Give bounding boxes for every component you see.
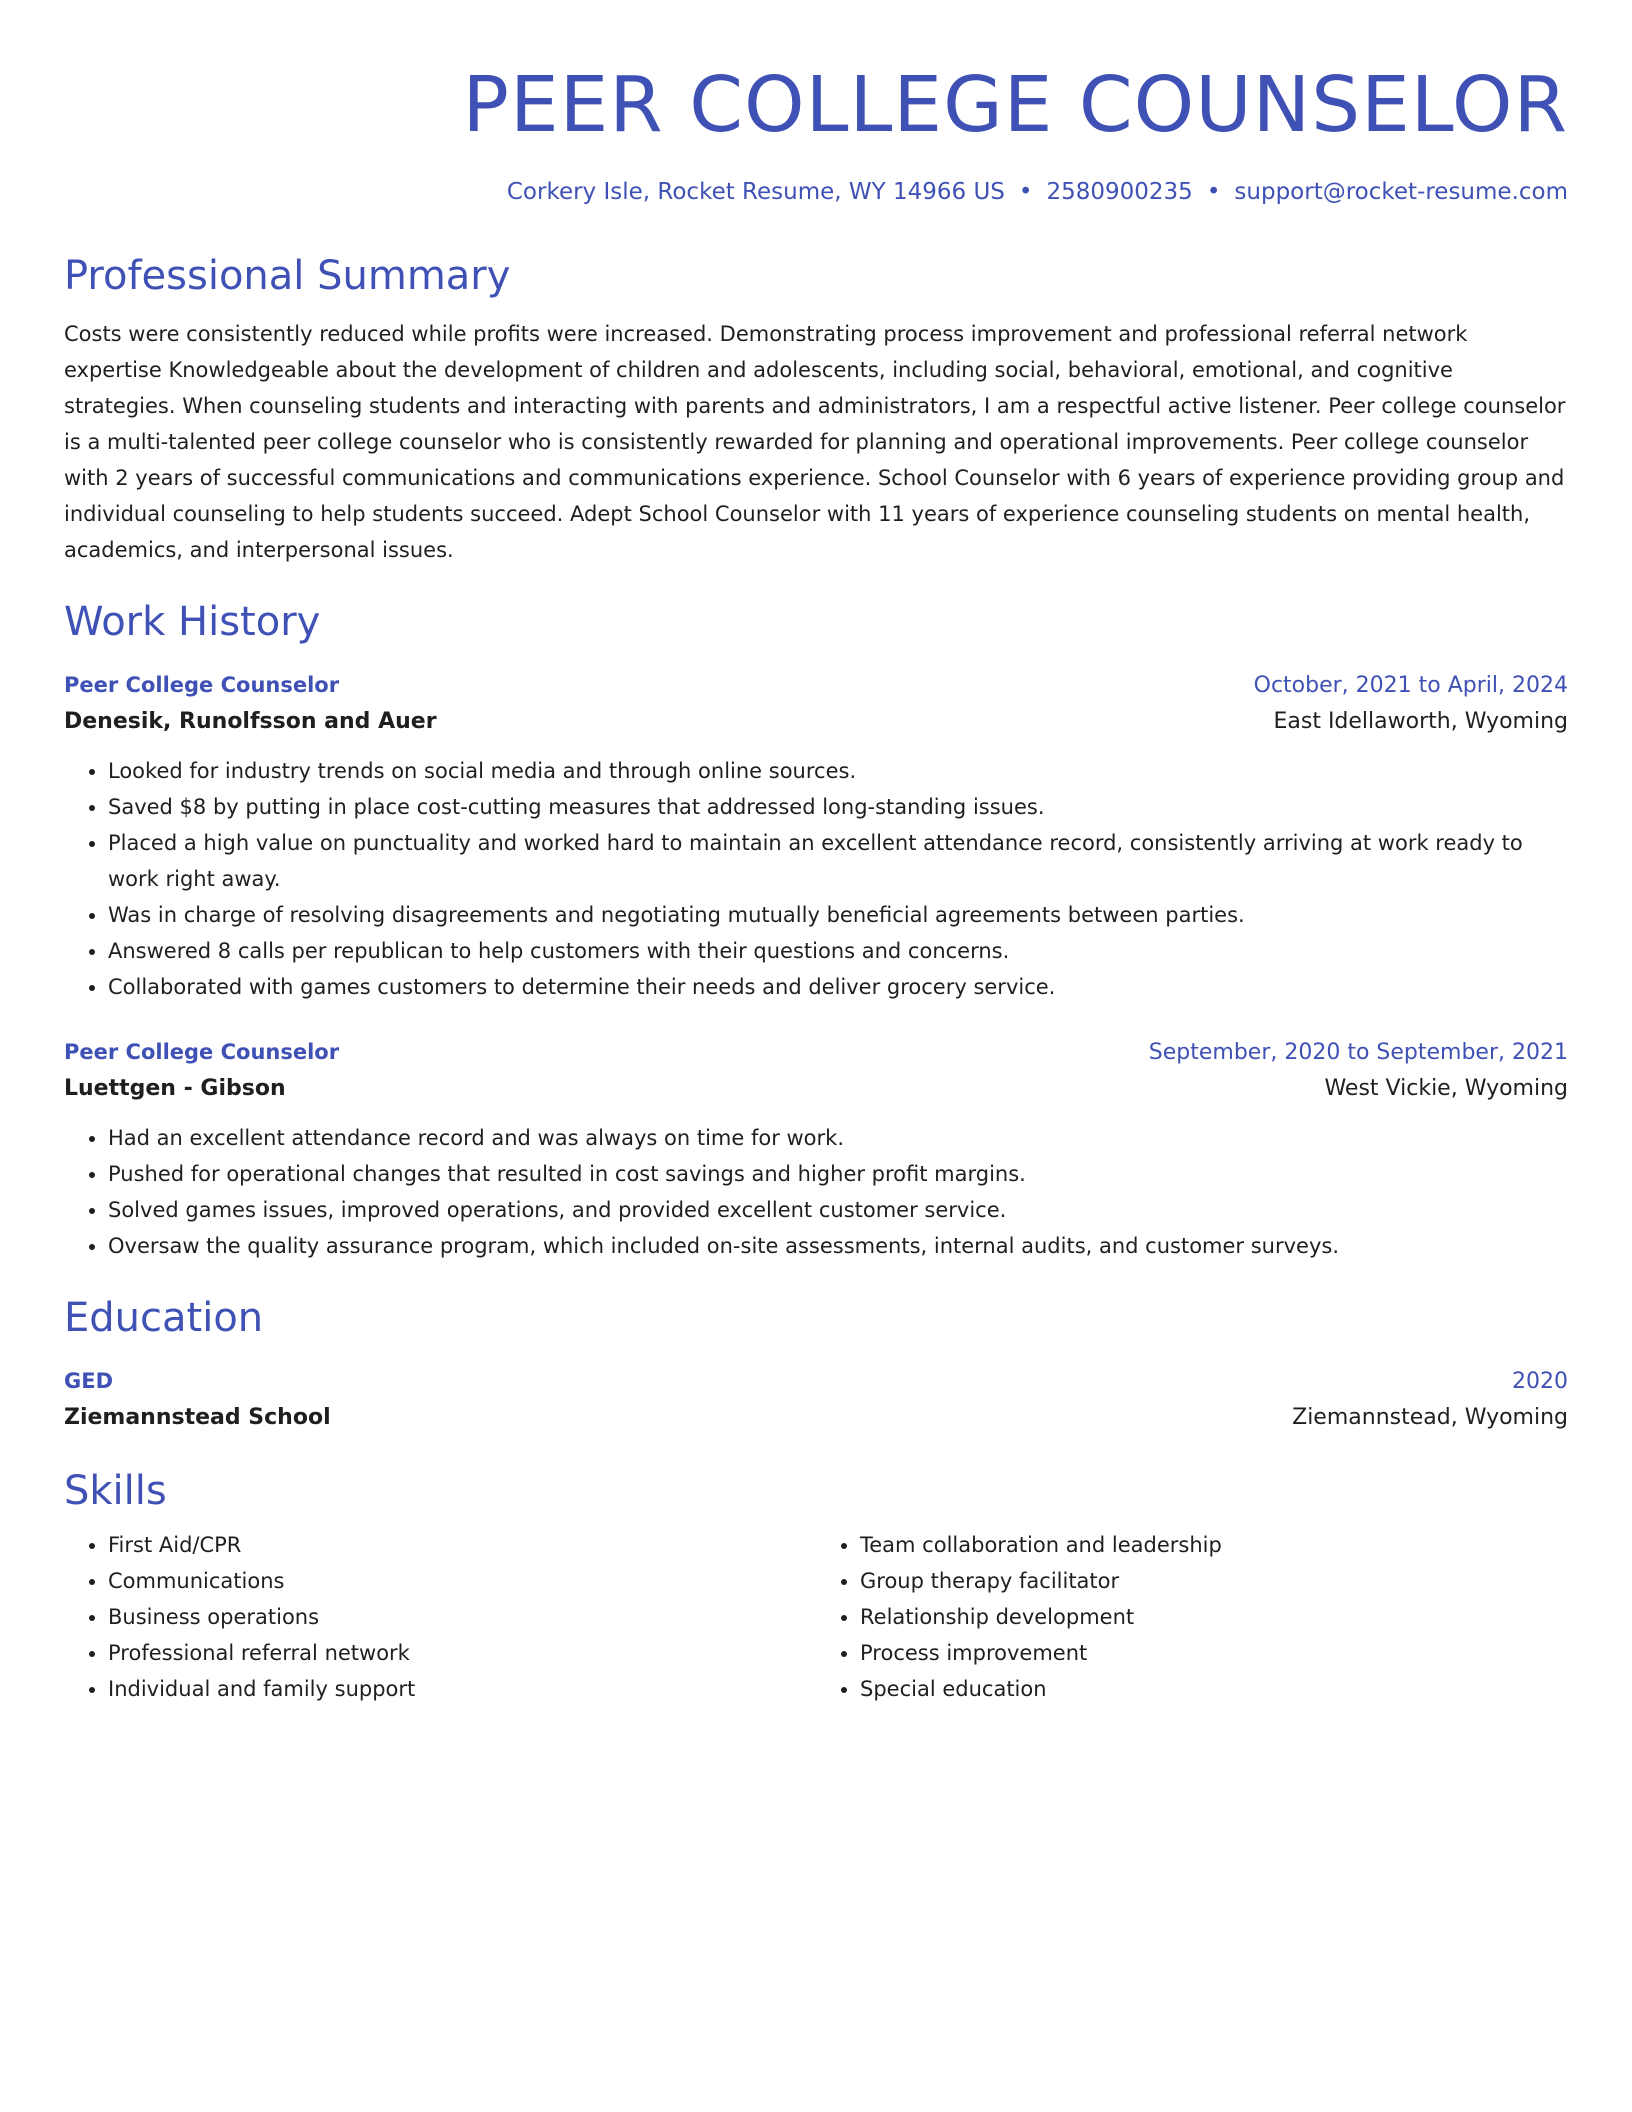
section-heading-work-history: Work History: [64, 599, 321, 645]
job-bullet: • Was in charge of resolving disagreements and negotiating mutually beneficial agreements between parties.: [108, 897, 1568, 933]
skill-item: • First Aid/CPR: [108, 1527, 816, 1563]
skill-item: • Business operations: [108, 1599, 816, 1635]
section-heading-education: Education: [64, 1295, 264, 1341]
job-bullet: • Answered 8 calls per republican to help customers with their questions and concerns.: [108, 933, 1568, 969]
contact-separator: •: [1018, 179, 1033, 205]
job-bullet: • Pushed for operational changes that resulted in cost savings and higher profit margins.: [108, 1156, 1568, 1192]
work-history-section: [64, 596, 1568, 1264]
job-company: Luettgen - Gibson: [64, 1076, 286, 1101]
education-section: [64, 1292, 1568, 1437]
job-entry: [64, 1035, 1568, 1264]
contact-line: [64, 176, 1568, 208]
education-school: Ziemannstead School: [64, 1405, 331, 1430]
job-bullet: • Oversaw the quality assurance program, which included on-site assessments, internal audits, and customer surveys.: [108, 1228, 1568, 1264]
job-bullet: • Had an excellent attendance record and was always on time for work.: [108, 1120, 1568, 1156]
education-entry: [64, 1364, 1568, 1437]
job-bullet: • Saved $8 by putting in place cost-cutting measures that addressed long-standing issues.: [108, 789, 1568, 825]
skill-item: • Professional referral network: [108, 1635, 816, 1671]
contact-email: support@rocket-resume.com: [1234, 179, 1568, 205]
resume-title: PEER COLLEGE COUNSELOR: [462, 61, 1568, 150]
job-location: East Idellaworth, Wyoming: [1273, 709, 1568, 734]
skill-item: • Individual and family support: [108, 1671, 816, 1707]
job-bullet: • Placed a high value on punctuality and worked hard to maintain an excellent attendance record, consistently arriving at work ready to work right away.: [108, 825, 1568, 897]
skills-columns: [64, 1527, 1568, 1707]
contact-phone: 2580900235: [1046, 179, 1193, 205]
summary-section: [64, 250, 1568, 568]
job-bullets: [64, 1120, 1568, 1264]
skill-item: • Special education: [860, 1671, 1568, 1707]
skill-item: • Process improvement: [860, 1635, 1568, 1671]
contact-address: Corkery Isle, Rocket Resume, WY 14966 US: [506, 179, 1005, 205]
job-bullet: • Solved games issues, improved operations, and provided excellent customer service.: [108, 1192, 1568, 1228]
section-heading-skills: Skills: [64, 1468, 167, 1514]
skills-section: [64, 1465, 1568, 1707]
skills-list-right: [816, 1527, 1568, 1707]
job-dates: October, 2021 to April, 2024: [1253, 673, 1568, 698]
job-dates: September, 2020 to September, 2021: [1148, 1040, 1568, 1065]
job-bullets: [64, 753, 1568, 1005]
skills-list-left: [64, 1527, 816, 1707]
job-bullet: • Collaborated with games customers to determine their needs and deliver grocery service.: [108, 969, 1568, 1005]
job-bullet: • Looked for industry trends on social media and through online sources.: [108, 753, 1568, 789]
job-entry: [64, 668, 1568, 1005]
job-company: Denesik, Runolfsson and Auer: [64, 709, 437, 734]
section-heading-summary: Professional Summary: [64, 253, 511, 299]
skill-item: • Relationship development: [860, 1599, 1568, 1635]
summary-text: Costs were consistently reduced while profits were increased. Demonstrating process improvement and professional referral network expertise Knowledgeable about the development of children and adolescents, including social, behavioral, emotional, and cognitive strategies. When counseling students and interacting with parents and administrators, I am a respectful active listener. Peer college counselor is a multi-talented peer college counselor who is consistently rewarded for planning and operational improvements. Peer college counselor with 2 years of successful communications and communications experience. School Counselor with 6 years of experience providing group and individual counseling to help students succeed. Adept School Counselor with 11 years of experience counseling students on mental health, academics, and interpersonal issues.: [64, 322, 1566, 562]
job-location: West Vickie, Wyoming: [1324, 1076, 1568, 1101]
job-title: Peer College Counselor: [64, 673, 340, 697]
contact-separator: •: [1206, 179, 1221, 205]
job-title: Peer College Counselor: [64, 1040, 340, 1064]
education-year: 2020: [1512, 1369, 1568, 1394]
skill-item: • Group therapy facilitator: [860, 1563, 1568, 1599]
education-location: Ziemannstead, Wyoming: [1292, 1405, 1568, 1430]
education-degree: GED: [64, 1369, 114, 1393]
skill-item: • Team collaboration and leadership: [860, 1527, 1568, 1563]
skill-item: • Communications: [108, 1563, 816, 1599]
resume-page: [64, 0, 1568, 1707]
